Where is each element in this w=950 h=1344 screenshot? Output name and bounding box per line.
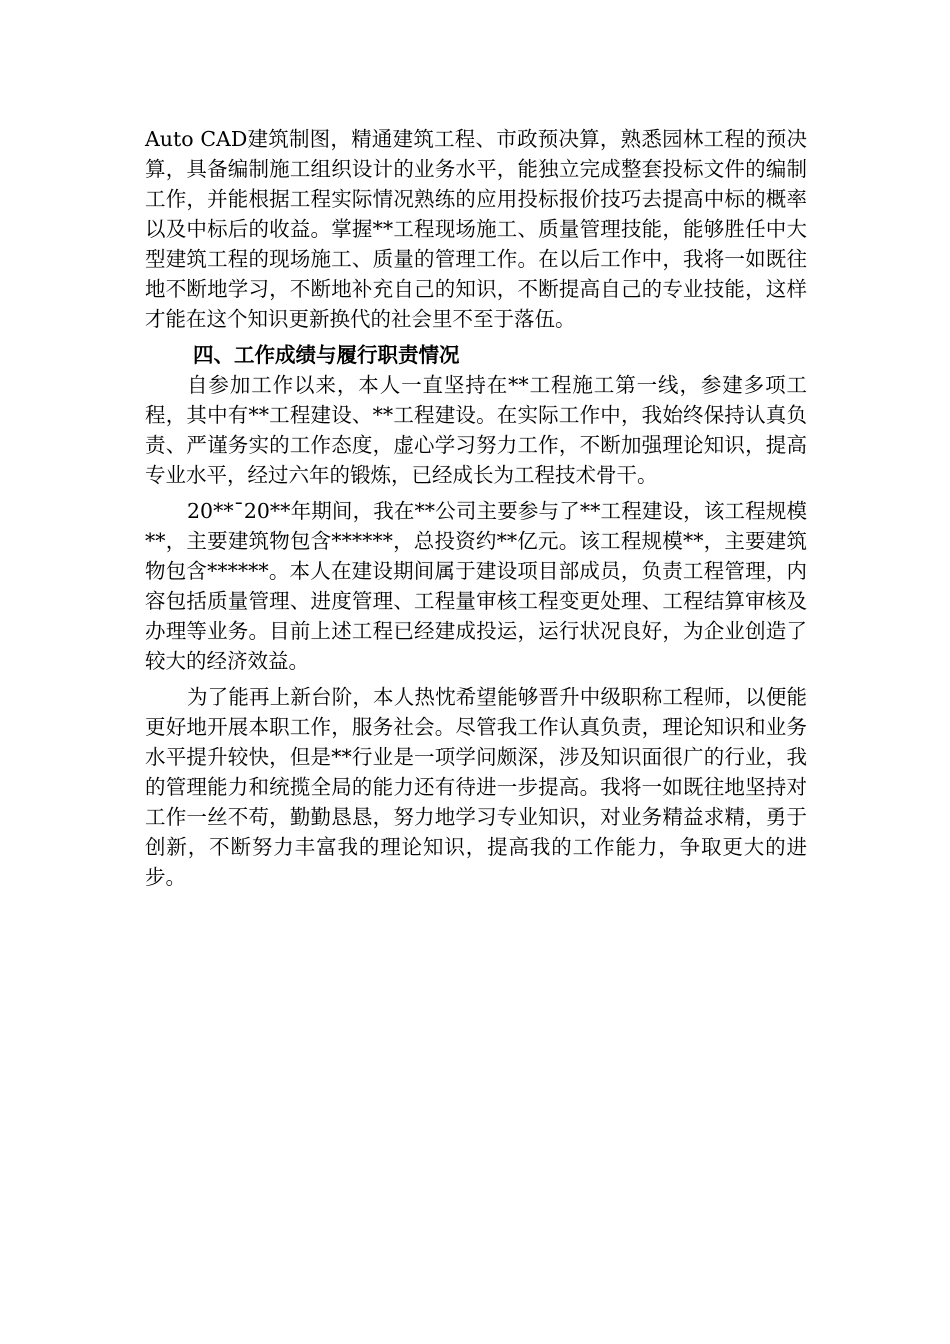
paragraph-project-details: 20**¯20**年期间，我在**公司主要参与了**工程建设，该工程规模**，主要建筑物包含******，总投资约**亿元。该工程规模**，主要建筑物包含******。本人在建设期间属于建设项目部成员，负责工程管理，内容包括质量管理、进度管理、工程量审核工程变更处理、工程结算审核及办理等业务。目前上述工程已经建成投运，运行状况良好，为企业创造了较大的经济效益。 (145, 499, 807, 673)
paragraph-skills: Auto CAD建筑制图，精通建筑工程、市政预决算，熟悉园林工程的预决算，具备编制施工组织设计的业务水平，能独立完成整套投标文件的编制工作，并能根据工程实际情况熟练的应用投标报价技巧去提高中标的概率以及中标后的收益。掌握**工程现场施工、质量管理技能，能够胜任中大型建筑工程的现场施工、质量的管理工作。在以后工作中，我将一如既往地不断地学习，不断地补充自己的知识，不断提高自己的专业技能，这样才能在这个知识更新换代的社会里不至于落伍。 (145, 127, 807, 331)
paragraph-promotion-goals: 为了能再上新台阶，本人热忱希望能够晋升中级职称工程师，以便能更好地开展本职工作，服务社会。尽管我工作认真负责，理论知识和业务水平提升较快，但是**行业是一项学问颇深，涉及知识面很广的行业，我的管理能力和统揽全局的能力还有待进一步提高。我将一如既往地坚持对工作一丝不苟，勤勤恳恳，努力地学习专业知识，对业务精益求精，勇于创新，不断努力丰富我的理论知识，提高我的工作能力，争取更大的进步。 (145, 685, 807, 889)
section-heading-achievements: 四、工作成绩与履行职责情况 (193, 343, 460, 367)
document-page (145, 124, 807, 892)
paragraph-work-experience: 自参加工作以来，本人一直坚持在**工程施工第一线，参建多项工程，其中有**工程建设、**工程建设。在实际工作中，我始终保持认真负责、严谨务实的工作态度，虚心学习努力工作，不断加强理论知识，提高专业水平，经过六年的锻炼，已经成长为工程技术骨干。 (145, 373, 807, 487)
